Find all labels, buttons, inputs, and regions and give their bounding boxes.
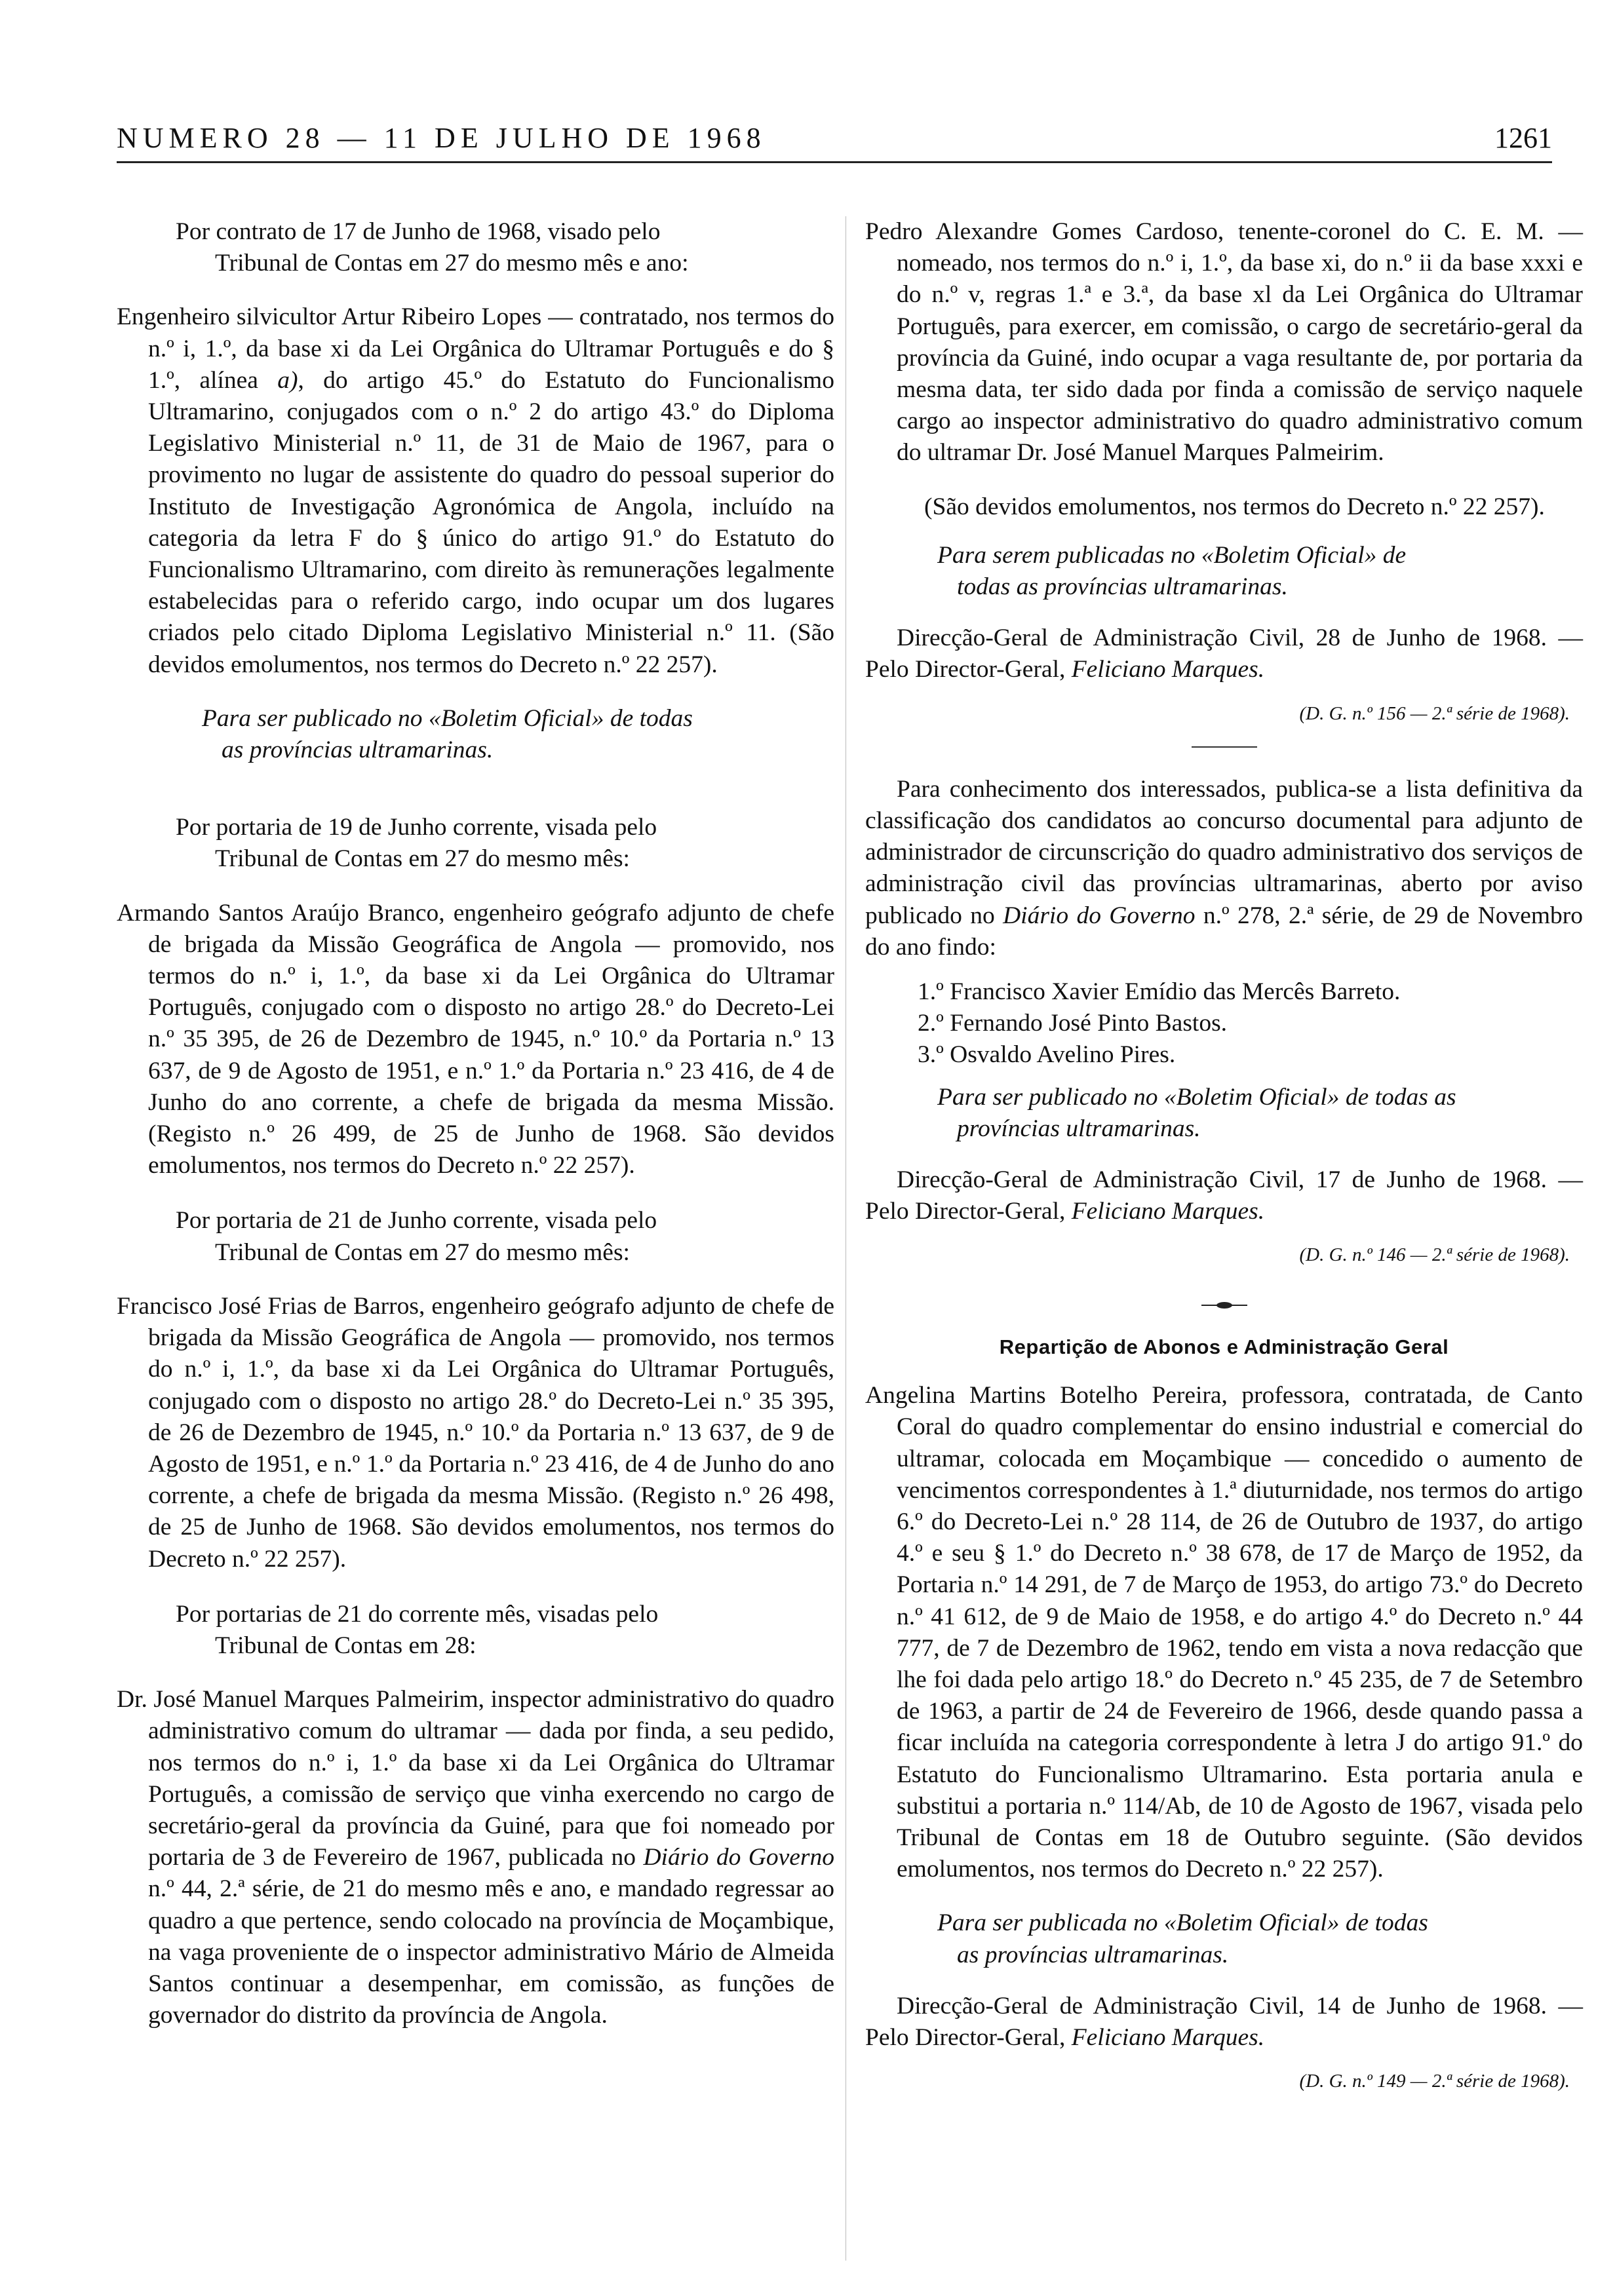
portarias-intro: Por portarias de 21 do corrente mês, visadas pelo Tribunal de Contas em 28: [176, 1600, 659, 1659]
contract-intro: Por contrato de 17 de Junho de 1968, visado pelo Tribunal de Contas em 27 do mesmo mês e ano: [176, 218, 689, 277]
list-item: 3.º Osvaldo Avelino Pires. [918, 1041, 1176, 1069]
nomination-entry-cardoso: Pedro Alexandre Gomes Cardoso, tenente-coronel do C. E. M. — nomeado, nos termos do n.º i, 1.º, da base xi, do n.º ii da base xxxi e do n.º v, regras 1.ª e 3.ª, da base xl da Lei Orgânica do Ultramar Português, para exercer, em comissão, o cargo de secretário-geral da província da Guiné, indo ocupar a vaga resultante de, por portaria da mesma data, ter sido dada por finda a comissão de serviço naquele cargo ao inspector administrativo do quadro administrativo comum do ultramar Dr. José Manuel Marques Palmeirim. [865, 218, 1583, 467]
candidate-list [865, 976, 1583, 1071]
signoff: Direcção-Geral de Administração Civil, 17 de Junho de 1968. — Pelo Director-Geral, Feliciano Marques. [865, 1166, 1583, 1225]
list-item: 2.º Fernando José Pinto Bastos. [918, 1010, 1228, 1037]
publication-note: Para serem publicadas no «Boletim Oficial» de todas as províncias ultramarinas. [937, 541, 1407, 601]
citation: (D. G. n.º 146 — 2.ª série de 1968). [1299, 1244, 1570, 1266]
issue-line: NUMERO 28 — 11 DE JULHO DE 1968 [117, 122, 766, 154]
publication-note: Para ser publicada no «Boletim Oficial» de todas as províncias ultramarinas. [937, 1909, 1428, 1968]
signoff: Direcção-Geral de Administração Civil, 28 de Junho de 1968. — Pelo Director-Geral, Feliciano Marques. [865, 624, 1583, 683]
citation: (D. G. n.º 149 — 2.ª série de 1968). [1299, 2071, 1570, 2092]
publication-note: Para ser publicado no «Boletim Oficial» de todas as províncias ultramarinas. [937, 1083, 1456, 1142]
page-number: 1261 [1494, 122, 1552, 154]
left-column [117, 216, 834, 2054]
signoff: Direcção-Geral de Administração Civil, 14 de Junho de 1968. — Pelo Director-Geral, Feliciano Marques. [865, 1992, 1583, 2051]
fee-note: (São devidos emolumentos, nos termos do Decreto n.º 22 257). [924, 493, 1545, 520]
portaria-intro: Por portaria de 19 de Junho corrente, visada pelo Tribunal de Contas em 27 do mesmo mês: [176, 814, 657, 873]
ornament-icon [1201, 1301, 1247, 1310]
classification-notice: Para conhecimento dos interessados, publica-se a lista definitiva da classificação dos candidatos ao concurso documental para adjunto de administrador de circunscrição do quadro administrativo dos serviços de administração civil das províncias ultramarinas, aberto por aviso publicado no Diário do Governo n.º 278, 2.ª série, de 29 de Novembro do ano findo: [865, 775, 1583, 961]
salary-entry-pereira: Angelina Martins Botelho Pereira, professora, contratada, de Canto Coral do quadro complementar do ensino industrial e comercial do ultramar, colocada em Moçambique — concedido o aumento de vencimentos correspondentes à 1.ª diuturnidade, nos termos do artigo 6.º do Decreto-Lei n.º 28 114, de 26 de Outubro de 1937, do artigo 4.º e seu § 1.º do Decreto n.º 38 678, de 17 de Março de 1952, da Portaria n.º 14 291, de 7 de Março de 1953, do artigo 73.º do Decreto n.º 41 612, de 9 de Maio de 1958, e do artigo 4.º do Decreto n.º 44 777, de 7 de Dezembro de 1962, tendo em vista a nova redacção que lhe foi dada pelo artigo 18.º do Decreto n.º 45 235, de 7 de Setembro de 1963, a partir de 24 de Fevereiro de 1966, desde quando passa a ficar incluída na categoria correspondente à letra J do artigo 91.º do Estatuto do Funcionalismo Ultramarino. Esta portaria anula e substitui a portaria n.º 114/Ab, de 10 de Agosto de 1967, visada pelo Tribunal de Contas em 18 de Outubro seguinte. (São devidos emolumentos, nos termos do Decreto n.º 22 257). [865, 1382, 1583, 1883]
right-column [865, 216, 1583, 2114]
citation: (D. G. n.º 156 — 2.ª série de 1968). [1299, 702, 1570, 724]
portaria-intro: Por portaria de 21 de Junho corrente, visada pelo Tribunal de Contas em 27 do mesmo mês: [176, 1207, 657, 1266]
portaria-entry-branco: Armando Santos Araújo Branco, engenheiro geógrafo adjunto de chefe de brigada da Missão Geográfica de Angola — promovido, nos termos do n.º i, 1.º, da base xi da Lei Orgânica do Ultramar Português, conjugado com o disposto no artigo 28.º do Decreto-Lei n.º 35 395, de 26 de Dezembro de 1945, n.º 10.º da Portaria n.º 13 637, de 9 de Agosto de 1951, e n.º 1.º da Portaria n.º 23 416, de 4 de Junho do ano corrente, a chefe de brigada da mesma Missão. (Registo n.º 26 499, de 25 de Junho de 1968. São devidos emolumentos, nos termos do Decreto n.º 22 257). [117, 899, 834, 1179]
contract-entry-lopes: Engenheiro silvicultor Artur Ribeiro Lopes — contratado, nos termos do n.º i, 1.º, da base xi da Lei Orgânica do Ultramar Português e do § 1.º, alínea a), do artigo 45.º do Estatuto do Funcionalismo Ultramarino, conjugados com o n.º 2 do artigo 43.º do Diploma Legislativo Ministerial n.º 11, de 31 de Maio de 1967, para o provimento no lugar de assistente do quadro do pessoal superior do Instituto de Investigação Agronómica de Angola, incluído na categoria da letra F do § único do artigo 91.º do Estatuto do Funcionalismo Ultramarino, com direito às remunerações legalmente estabelecidas para o referido cargo, indo ocupar um dos lugares criados pelo citado Diploma Legislativo Ministerial n.º 11. (São devidos emolumentos, nos termos do Decreto n.º 22 257). [117, 303, 834, 678]
ornament-divider [865, 1288, 1583, 1320]
publication-note: Para ser publicado no «Boletim Oficial» de todas as províncias ultramarinas. [202, 704, 693, 764]
portaria-entry-palmeirim: Dr. José Manuel Marques Palmeirim, inspector administrativo do quadro administrativo comum do ultramar — dada por finda, a seu pedido, nos termos do n.º i, 1.º da base xi da Lei Orgânica do Ultramar Português, a comissão de serviço que vinha exercendo no cargo de secretário-geral da província da Guiné, para que foi nomeado por portaria de 3 de Fevereiro de 1967, publicada no Diário do Governo n.º 44, 2.ª série, de 21 do mesmo mês e ano, e mandado regressar ao quadro a que pertence, sendo colocado na província de Moçambique, na vaga proveniente de o inspector administrativo Mário de Almeida Santos continuar a desempenhar, em comissão, as funções de governador do distrito da província de Angola. [117, 1686, 834, 2029]
portaria-entry-barros: Francisco José Frias de Barros, engenheiro geógrafo adjunto de chefe de brigada da Missão Geográfica de Angola — promovido, nos termos do n.º i, 1.º, da base xi da Lei Orgânica do Ultramar Português, conjugado com o disposto no artigo 28.º do Decreto-Lei n.º 35 395, de 26 de Dezembro de 1945, n.º 10.º da Portaria n.º 13 637, de 9 de Agosto de 1951, e n.º 1.º da Portaria n.º 23 416, de 4 de Junho do ano corrente, a chefe de brigada da mesma Missão. (Registo n.º 26 498, de 25 de Junho de 1968. São devidos emolumentos, nos termos do Decreto n.º 22 257). [117, 1292, 834, 1573]
section-title: Repartição de Abonos e Administração Geral [999, 1335, 1449, 1358]
list-item: 1.º Francisco Xavier Emídio das Mercês Barreto. [918, 978, 1401, 1006]
page-header [117, 115, 1552, 163]
separator-rule [1192, 746, 1257, 748]
